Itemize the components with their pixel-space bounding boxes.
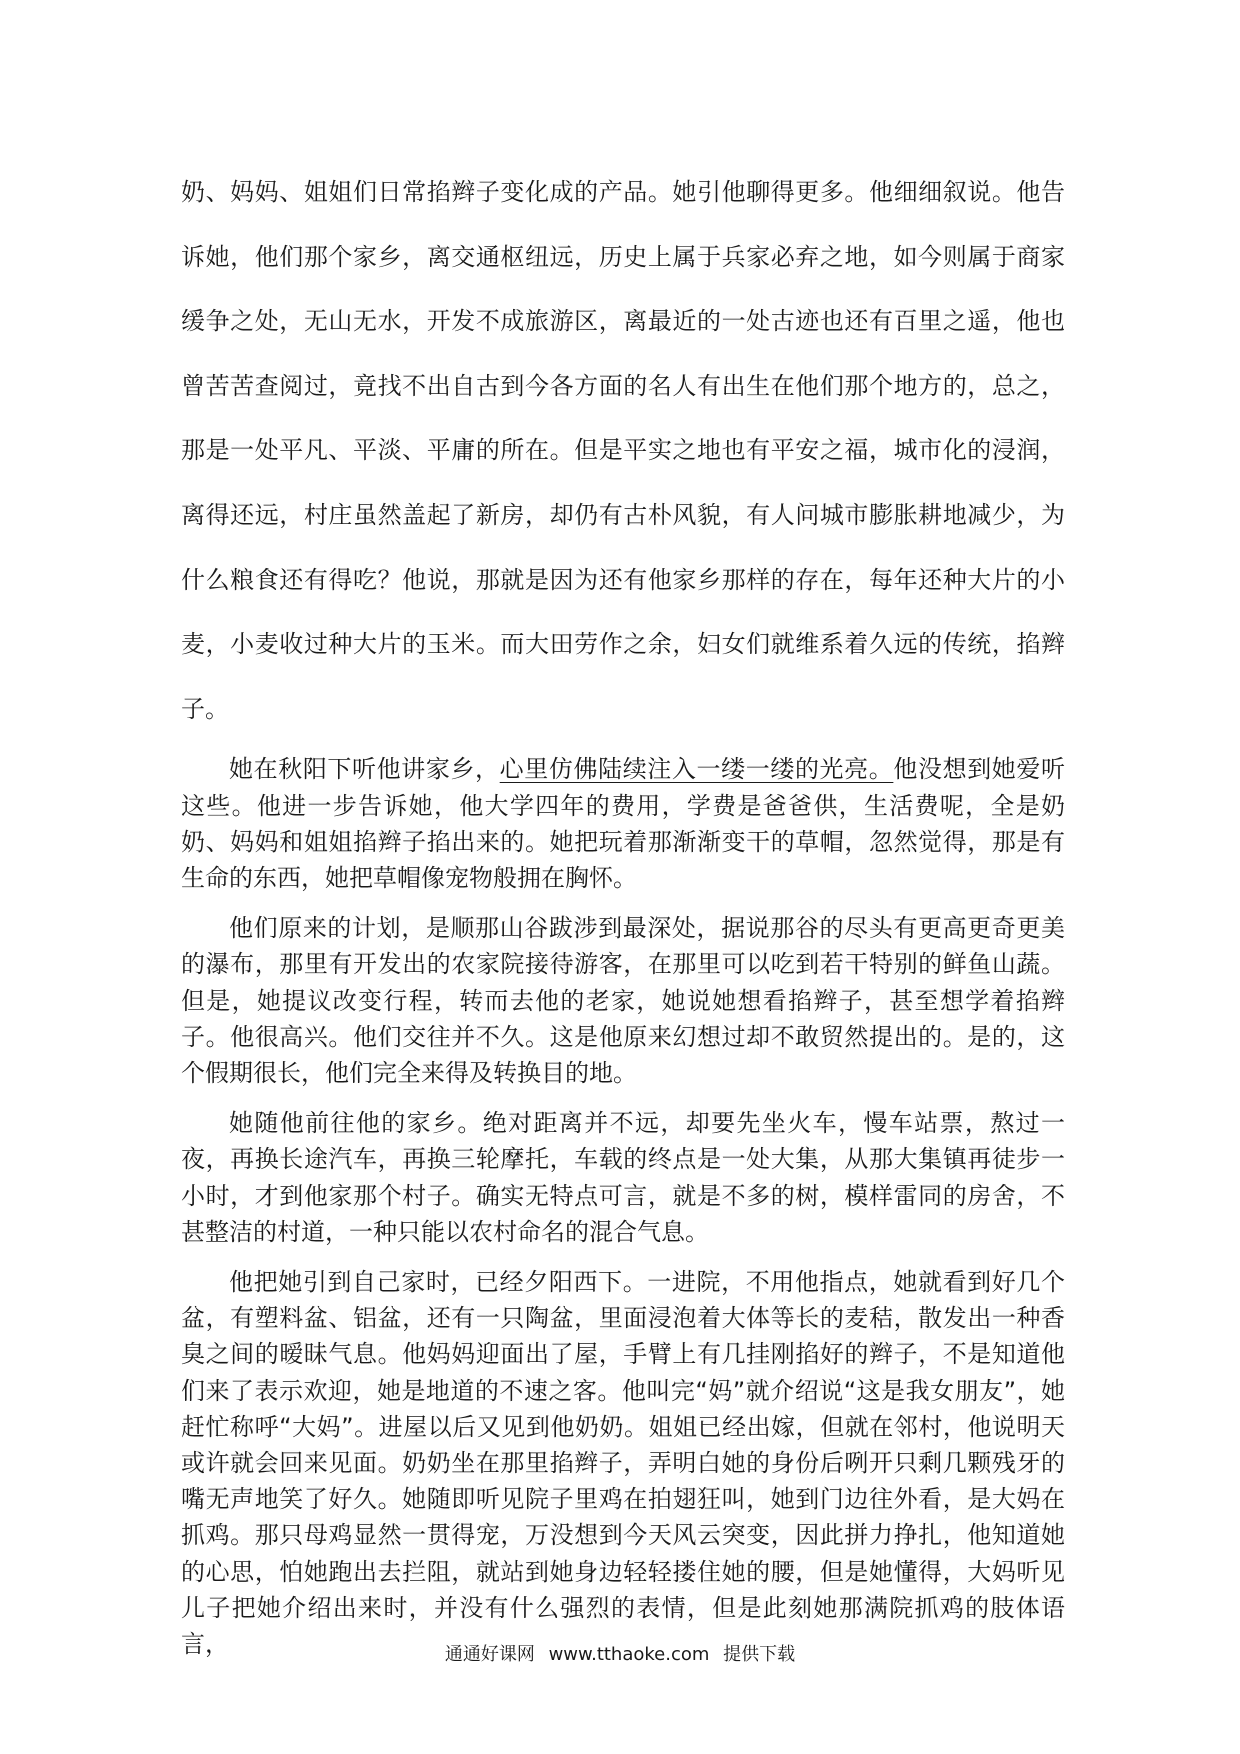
underlined-sentence: 心里仿佛陆续注入一缕一缕的光亮。 [499,755,894,784]
footer-site-name: 通通好课网 [444,1644,535,1665]
paragraph-1: 奶、妈妈、姐姐们日常掐辫子变化成的产品。她引他聊得更多。他细细叙说。他告诉她，他们那个家乡，离交通枢纽远，历史上属于兵家必弃之地，如今则属于商家缓争之处，无山无水，开发不成旅游区，离最近的一处古迹也还有百里之遥，他也曾苦苦查阅过，竟找不出自古到今各方面的名人有出生在他们那个地方的，总之，那是一处平凡、平淡、平庸的所在。但是平实之地也有平安之福，城市化的浸润，离得还远，村庄虽然盖起了新房，却仍有古朴风貌，有人问城市膨胀耕地减少，为什么粮食还有得吃？他说，那就是因为还有他家乡那样的存在，每年还种大片的小麦，小麦收过种大片的玉米。而大田劳作之余，妇女们就维系着久远的传统，掐辫子。 [181,178,1065,723]
paragraph-2-end: 他没想到她爱听这些。他进一步告诉她，他大学四年的费用，学费是爸爸供，生活费呢，全是奶奶、妈妈和姐姐掐辫子掐出来的。她把玩着那渐渐变干的草帽，忽然觉得，那是有生命的东西，她把草帽像宠物般拥在胸怀。 [181,755,1066,892]
tight-spaced-section [181,751,1065,1662]
footer-suffix: 提供下载 [723,1644,796,1665]
paragraph-3: 他们原来的计划，是顺那山谷跋涉到最深处，据说那谷的尽头有更高更奇更美的瀑布，那里有开发出的农家院接待游客，在那里可以吃到若干特别的鲜鱼山蔬。但是，她提议改变行程，转而去他的老家，她说她想看掐辫子，甚至想学着掐辫子。他很高兴。他们交往并不久。这是他原来幻想过却不敢贸然提出的。是的，这个假期很长，他们完全来得及转换目的地。 [181,914,1065,1087]
page-footer [0,1640,1240,1666]
wide-spaced-section [181,160,1065,741]
paragraph-2 [181,751,1065,896]
article-body [181,160,1065,1676]
paragraph-2-start: 她在秋阳下听他讲家乡， [229,755,500,784]
paragraph-5: 他把她引到自己家时，已经夕阳西下。一进院，不用他指点，她就看到好几个盆，有塑料盆、铝盆，还有一只陶盆，里面浸泡着大体等长的麦秸，散发出一种香臭之间的暧昧气息。他妈妈迎面出了屋，手臂上有几挂刚掐好的辫子，不是知道他们来了表示欢迎，她是地道的不速之客。他叫完“妈”就介绍说“这是我女朋友”，她赶忙称呼“大妈”。进屋以后又见到他奶奶。姐姐已经出嫁，但就在邻村，他说明天或许就会回来见面。奶奶坐在那里掐辫子，弄明白她的身份后咧开只剩几颗残牙的嘴无声地笑了好久。她随即听见院子里鸡在拍翅狂叫，她到门边往外看，是大妈在抓鸡。那只母鸡显然一贯得宠，万没想到今天风云突变，因此拼力挣扎，他知道她的心思，怕她跑出去拦阻，就站到她身边轻轻搂住她的腰，但是她懂得，大妈听见儿子把她介绍出来时，并没有什么强烈的表情，但是此刻她那满院抓鸡的肢体语言， [181,1267,1065,1659]
footer-url[interactable]: www.tthaoke.com [548,1644,710,1665]
paragraph-4: 她随他前往他的家乡。绝对距离并不远，却要先坐火车，慢车站票，熬过一夜，再换长途汽车，再换三轮摩托，车载的终点是一处大集，从那大集镇再徒步一小时，才到他家那个村子。确实无特点可言，就是不多的树，模样雷同的房舍，不甚整洁的村道，一种只能以农村命名的混合气息。 [181,1109,1065,1246]
